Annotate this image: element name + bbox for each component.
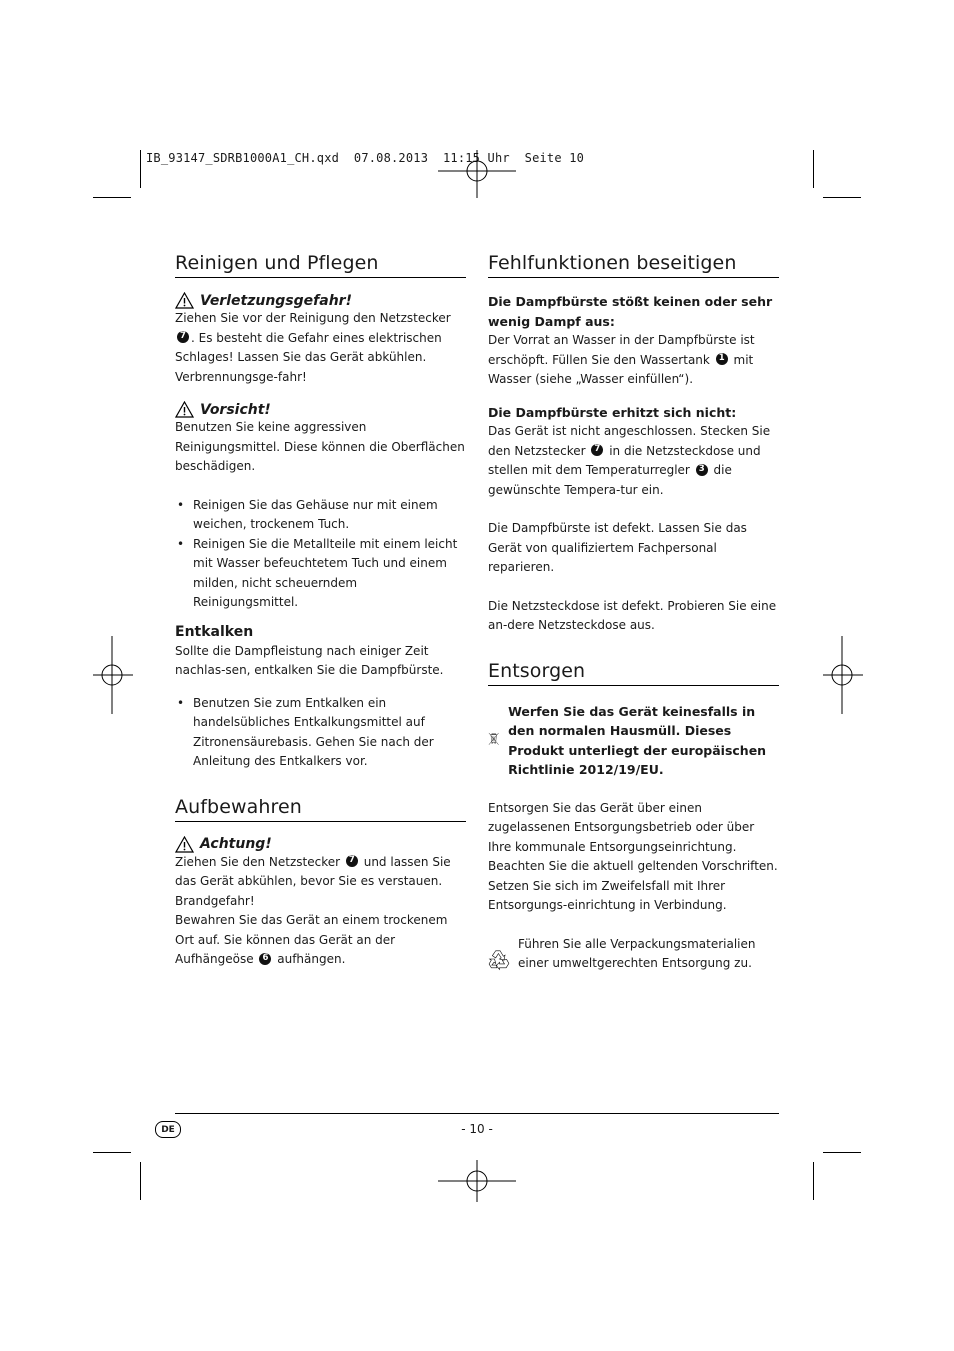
- left-column: [175, 248, 466, 970]
- registration-mark-left: [93, 636, 133, 714]
- heading-fehlfunktionen: Fehlfunktionen beseitigen: [488, 248, 779, 278]
- issue-no-heat: [488, 403, 779, 636]
- recycling-notice: [488, 935, 779, 978]
- part-number-badge: 7: [591, 444, 603, 456]
- entkalken-block: [175, 623, 466, 772]
- part-number-badge: 7: [346, 855, 358, 867]
- part-number-badge: 6: [259, 953, 271, 965]
- issue-no-steam: [488, 292, 779, 390]
- heading-aufbewahren: Aufbewahren: [175, 792, 466, 822]
- entkalken-list: [175, 694, 466, 772]
- registration-mark-right: [823, 636, 863, 714]
- warning-text: Benutzen Sie keine aggressiven Reinigungsmittel. Diese können die Oberflächen beschädigen.: [175, 420, 465, 473]
- warning-triangle-icon: [175, 401, 194, 418]
- list-item: • Reinigen Sie das Gehäuse nur mit einem weichen, trockenem Tuch.: [175, 496, 466, 535]
- warning-text: Ziehen Sie vor der Reinigung den Netzstecker 7 . Es besteht die Gefahr eines elektrischen Schlages! Lassen Sie das Gerät abkühlen. Verbrennungsge-fahr!: [175, 311, 451, 384]
- issue-text: Die Dampfbürste ist defekt. Lassen Sie das Gerät von qualifiziertem Fachpersonal reparieren.: [488, 521, 747, 574]
- warning-triangle-icon: [175, 292, 194, 309]
- registration-mark-bottom: [438, 1160, 516, 1202]
- registration-mark-top: [438, 150, 516, 198]
- issue-text: Der Vorrat an Wasser in der Dampfbürste ist erschöpft. Füllen Sie den Wassertank 1 mit Wasser (siehe „Wasser einfüllen“).: [488, 333, 755, 386]
- part-number-badge: 3: [696, 464, 708, 476]
- list-item: • Reinigen Sie die Metallteile mit einem leicht mit Wasser befeuchtetem Tuch und einem milden, nicht scheuerndem Reinigungsmittel.: [175, 535, 466, 613]
- warning-vorsicht: [175, 401, 466, 477]
- cleaning-list: [175, 496, 466, 613]
- warning-title: Verletzungsgefahr!: [200, 292, 352, 309]
- part-number-badge: 1: [716, 353, 728, 365]
- part-number-badge: 7: [177, 331, 189, 343]
- issue-title: Die Dampfbürste stößt keinen oder sehr wenig Dampf aus:: [488, 294, 773, 329]
- storage-text: Bewahren Sie das Gerät an einem trockenem Ort auf. Sie können das Gerät an der Aufhängeöse 6 aufhängen.: [175, 913, 448, 966]
- recycle-icon: [488, 940, 510, 978]
- list-item: • Benutzen Sie zum Entkalken ein handelsübliches Entkalkungsmittel auf Zitronensäurebasis. Gehen Sie nach der Anleitung des Entkalkers vor.: [175, 694, 466, 772]
- warning-title: Achtung!: [200, 836, 272, 852]
- warning-title: Vorsicht!: [200, 401, 271, 418]
- disposal-text: Beachten Sie die aktuell geltenden Vorschriften. Setzen Sie sich im Zweifelsfall mit Ihrer Entsorgungs-einrichtung in Verbindung.: [488, 859, 778, 912]
- right-column: [488, 248, 779, 978]
- warning-achtung: [175, 836, 466, 970]
- language-badge: DE: [155, 1121, 181, 1138]
- weee-notice: [488, 702, 779, 780]
- issue-text: Das Gerät ist nicht angeschlossen. Stecken Sie den Netzstecker 7 in die Netzsteckdose und stellen mit dem Temperaturregler 3 die gewünschte Tempera-tur ein.: [488, 424, 771, 497]
- warning-text: Ziehen Sie den Netzstecker 7 und lassen Sie das Gerät abkühlen, bevor Sie es verstauen. Brandgefahr!: [175, 854, 451, 908]
- disposal-text: Entsorgen Sie das Gerät über einen zugelassenen Entsorgungsbetrieb oder über Ihre kommunale Entsorgungseinrichtung.: [488, 800, 755, 854]
- warning-triangle-icon: [175, 836, 194, 853]
- print-slug: IB_93147_SDRB1000A1_CH.qxd 07.08.2013 11:15 Uhr Seite 10: [146, 151, 585, 165]
- warning-verletzungsgefahr: [175, 292, 466, 387]
- weee-text: Werfen Sie das Gerät keinesfalls in den normalen Hausmüll. Dieses Produkt unterliegt der europäischen Richtlinie 2012/19/EU.: [508, 703, 767, 777]
- issue-title: Die Dampfbürste erhitzt sich nicht:: [488, 404, 737, 420]
- issue-text: Die Netzsteckdose ist defekt. Probieren Sie eine an-dere Netzsteckdose aus.: [488, 598, 777, 632]
- recycling-text: Führen Sie alle Verpackungsmaterialien einer umweltgerechten Entsorgung zu.: [517, 936, 756, 970]
- heading-reinigen: Reinigen und Pflegen: [175, 248, 466, 278]
- subheading-entkalken: Entkalken: [175, 623, 254, 640]
- footer-rule: [175, 1113, 779, 1114]
- heading-entsorgen: Entsorgen: [488, 656, 779, 686]
- entkalken-text: Sollte die Dampfleistung nach einiger Zeit nachlas-sen, entkalken Sie die Dampfbürste.: [175, 643, 444, 677]
- crossed-out-bin-icon: [488, 716, 500, 762]
- page-number: - 10 -: [461, 1122, 493, 1136]
